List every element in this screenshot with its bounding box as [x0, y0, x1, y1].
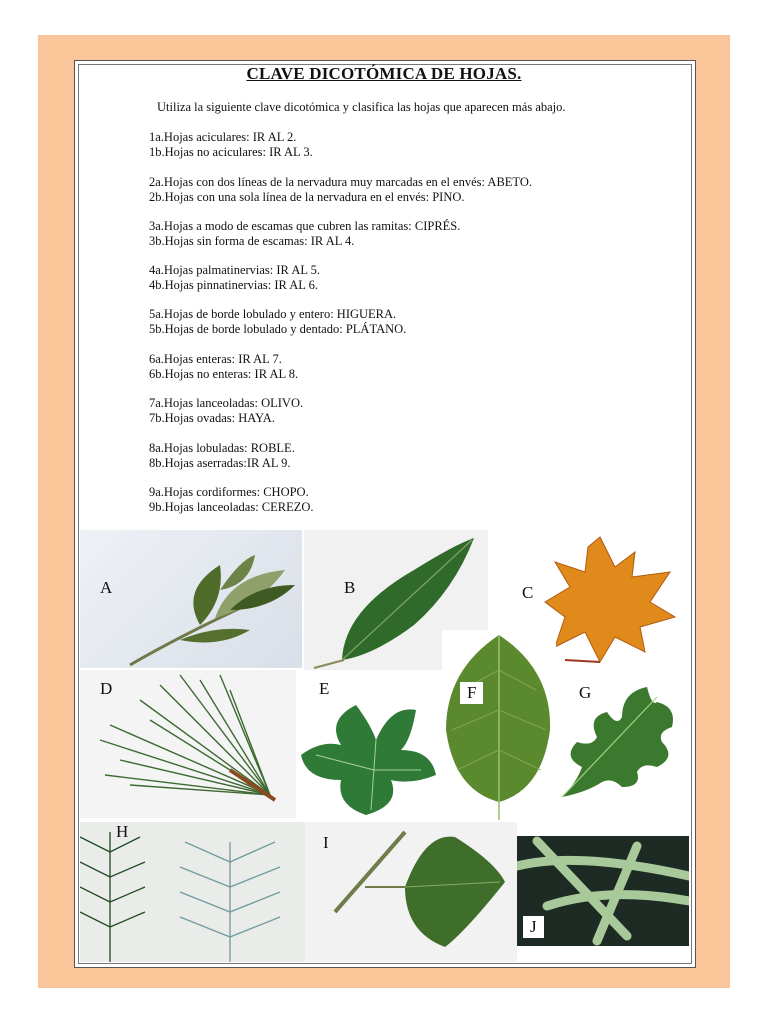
leaf-photo-e — [296, 685, 442, 821]
key-line: 2a.Hojas con dos líneas de la nervadura muy marcadas en el envés: ABETO. — [149, 175, 532, 189]
key-line: 6a.Hojas enteras: IR AL 7. — [149, 352, 282, 366]
label-e: E — [319, 679, 330, 698]
label-h: H — [116, 822, 129, 841]
fig-leaf-icon — [296, 685, 442, 821]
leaf-photo-c — [540, 532, 685, 667]
key-line: 8a.Hojas lobuladas: ROBLE. — [149, 441, 295, 455]
key-line: 8b.Hojas aserradas:IR AL 9. — [149, 456, 291, 470]
label-j: J — [523, 916, 544, 938]
key-line: 9b.Hojas lanceoladas: CEREZO. — [149, 500, 314, 514]
leaf-photo-h — [80, 822, 305, 962]
key-line: 6b.Hojas no enteras: IR AL 8. — [149, 367, 299, 381]
pine-needles-icon — [80, 670, 296, 818]
leaf-photo-g — [557, 672, 681, 802]
label-f: F — [460, 682, 483, 704]
key-line: 7a.Hojas lanceoladas: OLIVO. — [149, 396, 304, 410]
key-line: 1a.Hojas aciculares: IR AL 2. — [149, 130, 297, 144]
key-line: 1b.Hojas no aciculares: IR AL 3. — [149, 145, 313, 159]
leaf-photo-a — [80, 530, 302, 668]
label-c: C — [522, 583, 534, 602]
key-line: 4a.Hojas palmatinervias: IR AL 5. — [149, 263, 321, 277]
beech-leaf-icon — [442, 630, 556, 822]
label-d: D — [100, 679, 113, 698]
leaf-photo-f — [442, 630, 556, 822]
fir-needles-icon — [80, 822, 305, 962]
key-line: 2b.Hojas con una sola línea de la nervadura en el envés: PINO. — [149, 190, 465, 204]
oak-leaf-icon — [557, 672, 681, 802]
poplar-leaf-icon — [305, 822, 517, 962]
label-b: B — [344, 578, 356, 597]
olive-leaf-icon — [80, 530, 302, 668]
key-line: 3a.Hojas a modo de escamas que cubren las ramitas: CIPRÉS. — [149, 219, 461, 233]
label-i: I — [323, 833, 329, 852]
maple-leaf-icon — [540, 532, 685, 667]
key-line: 9a.Hojas cordiformes: CHOPO. — [149, 485, 309, 499]
key-line: 7b.Hojas ovadas: HAYA. — [149, 411, 275, 425]
label-a: A — [100, 578, 113, 597]
key-line: 5b.Hojas de borde lobulado y dentado: PLÁTANO. — [149, 322, 407, 336]
instructions: Utiliza la siguiente clave dicotómica y clasifica las hojas que aparecen más abajo. — [157, 100, 566, 114]
label-g: G — [579, 683, 592, 702]
page-title: CLAVE DICOTÓMICA DE HOJAS. — [246, 64, 522, 83]
leaf-photo-d — [80, 670, 296, 818]
key-line: 3b.Hojas sin forma de escamas: IR AL 4. — [149, 234, 355, 248]
key-line: 5a.Hojas de borde lobulado y entero: HIGUERA. — [149, 307, 397, 321]
key-line: 4b.Hojas pinnatinervias: IR AL 6. — [149, 278, 318, 292]
leaf-photo-i — [305, 822, 517, 962]
